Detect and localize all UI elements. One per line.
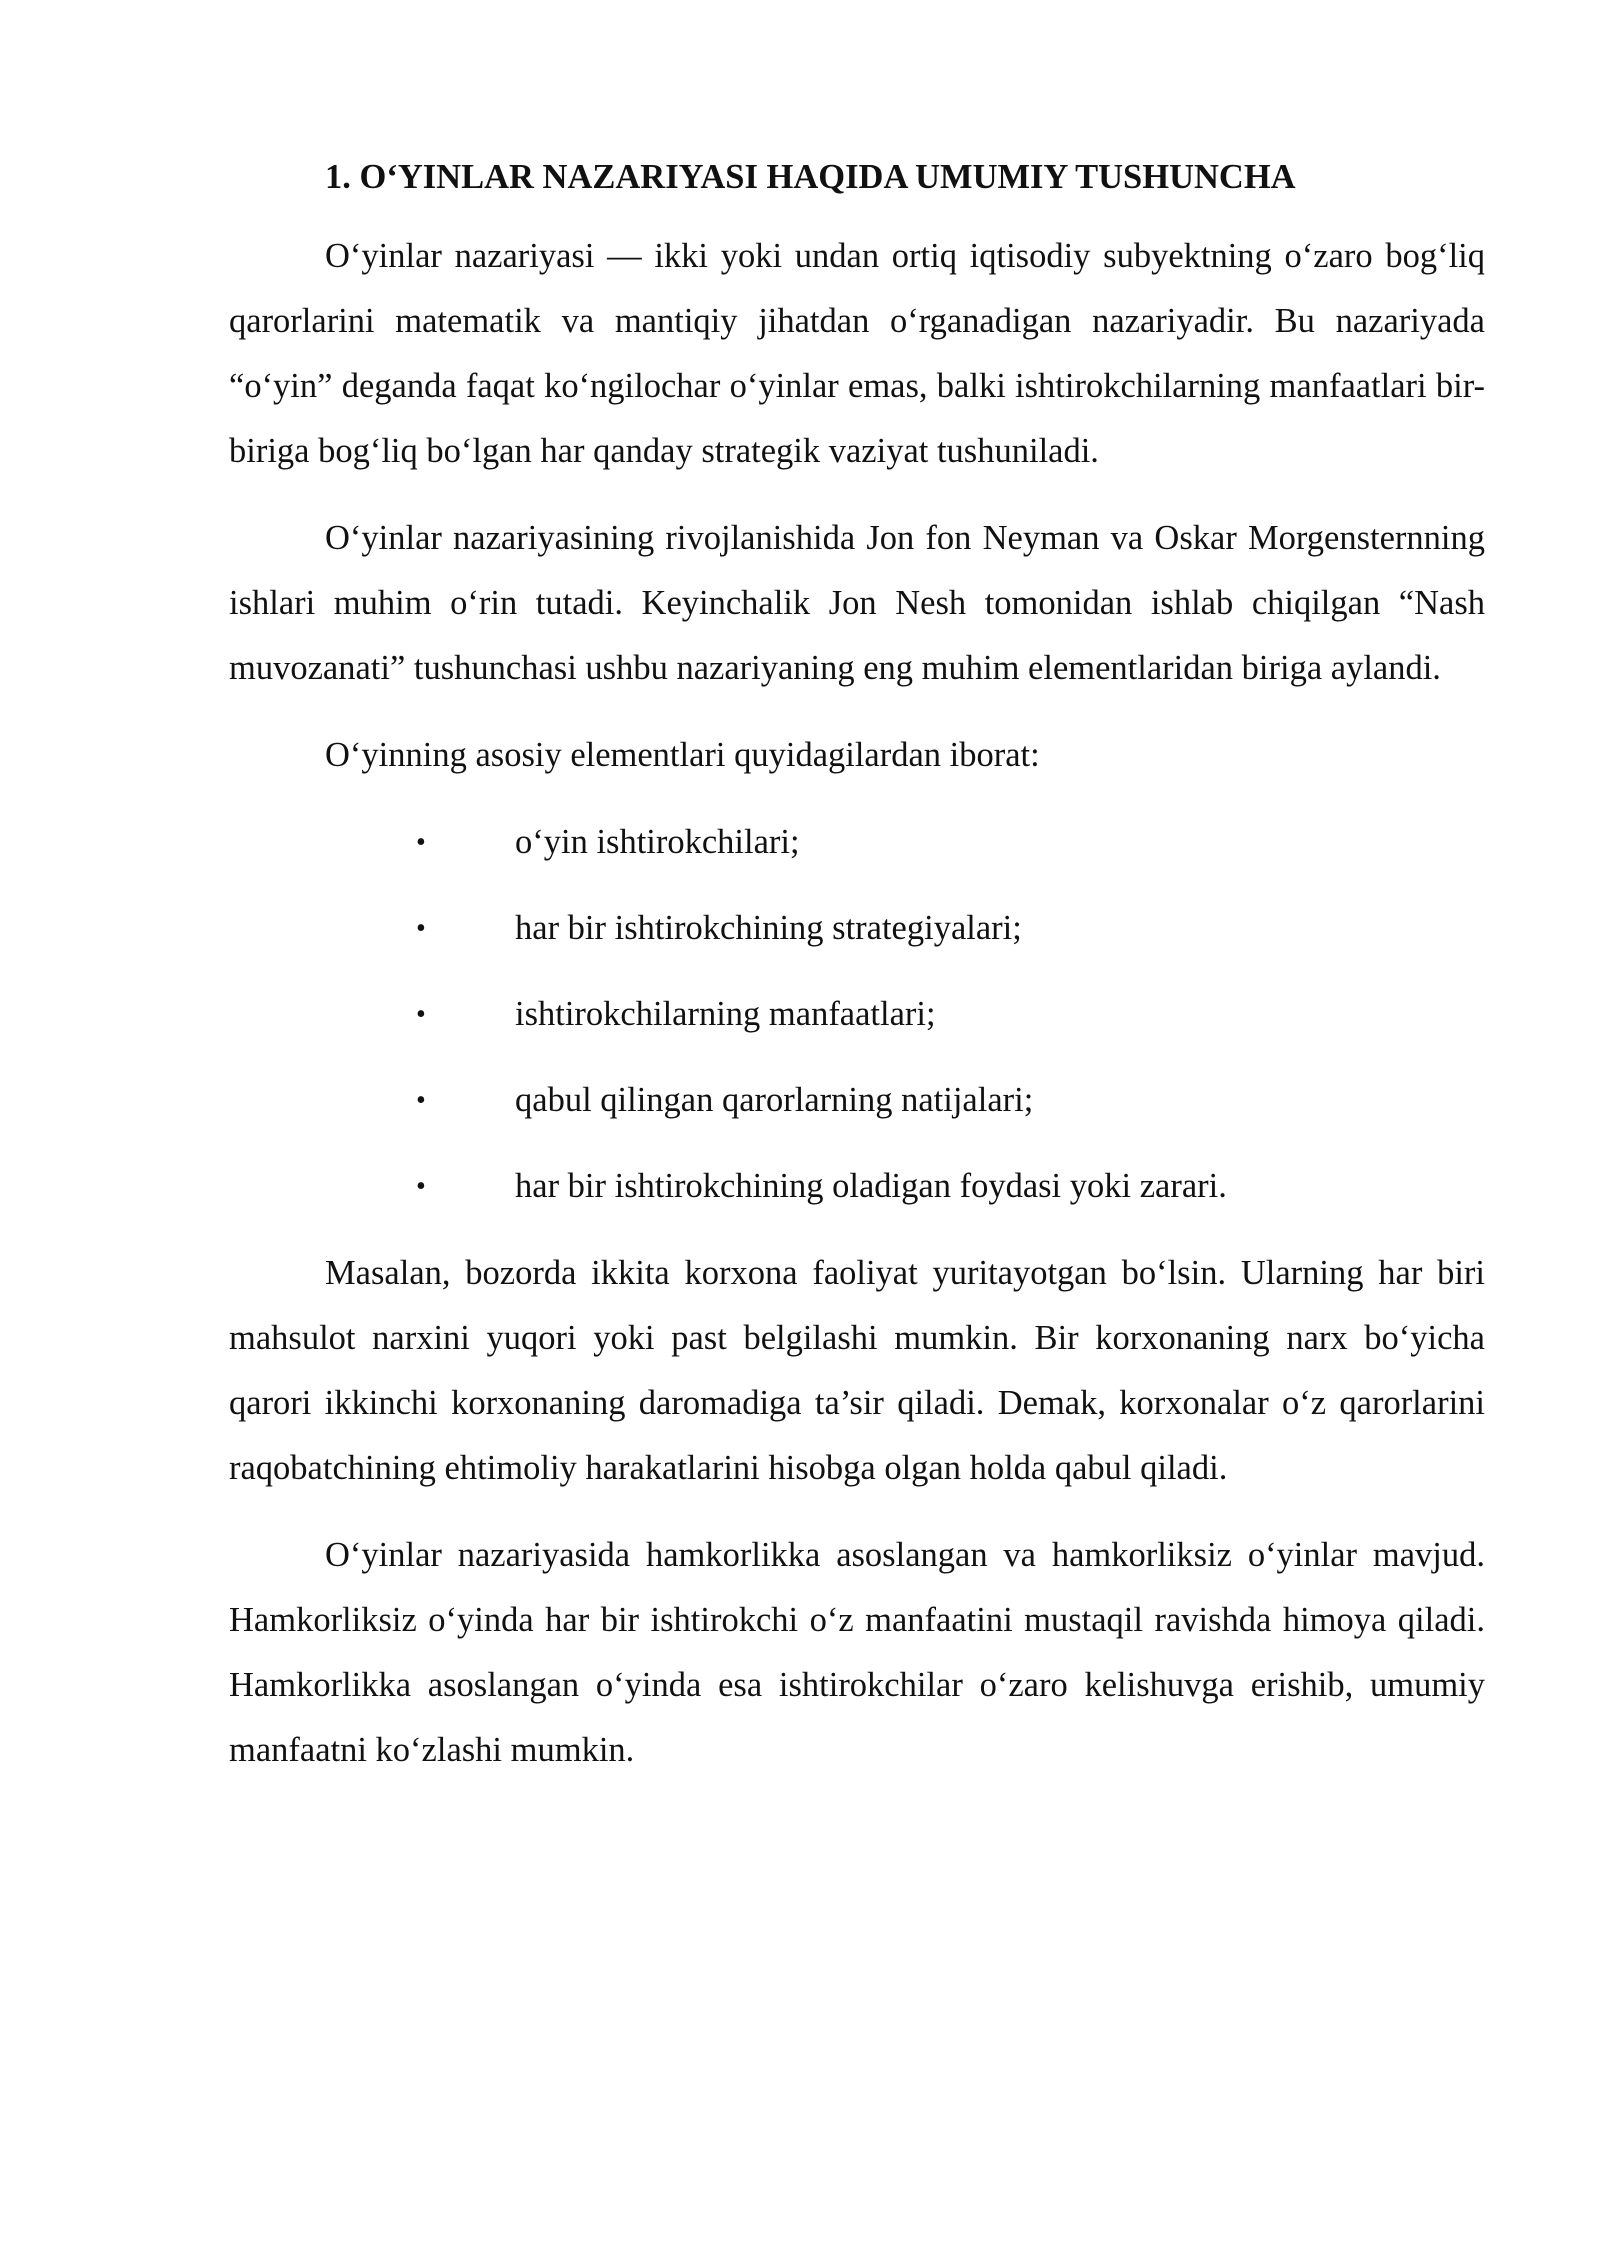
- document-body: [229, 152, 1485, 1805]
- list-item-text: o‘yin ishtirokchilari;: [515, 823, 800, 861]
- paragraph: O‘yinlar nazariyasi — ikki yoki undan ortiq iqtisodiy subyektning o‘zaro bog‘liq qarorlarini matematik va mantiqiy jihatdan o‘rganadigan nazariyadir. Bu nazariyada “o‘yin” deganda faqat ko‘ngilochar o‘yinlar emas, balki ishtirokchilarning manfaatlari bir-biriga bog‘liq bo‘lgan har qanday strategik vaziyat tushuniladi.: [229, 237, 1485, 470]
- list-item: [229, 1068, 1485, 1133]
- bullet-icon: •: [416, 913, 426, 944]
- paragraph: O‘yinning asosiy elementlari quyidagilardan iborat:: [325, 736, 1040, 774]
- list-item: [229, 1154, 1485, 1219]
- list-item-text: qabul qilingan qarorlarning natijalari;: [515, 1081, 1034, 1119]
- list-item: [229, 810, 1485, 875]
- paragraph: Masalan, bozorda ikkita korxona faoliyat yuritayotgan bo‘lsin. Ularning har biri mahsulot narxini yuqori yoki past belgilashi mumkin. Bir korxonaning narx bo‘yicha qarori ikkinchi korxonaning daromadiga ta’sir qiladi. Demak, korxonalar o‘z qarorlarini raqobatchining ehtimoliy harakatlarini hisobga olgan holda qabul qiladi.: [229, 1254, 1485, 1487]
- list-item: [229, 982, 1485, 1047]
- list-item-text: har bir ishtirokchining strategiyalari;: [515, 909, 1022, 947]
- list-item-text: har bir ishtirokchining oladigan foydasi yoki zarari.: [515, 1167, 1227, 1205]
- bullet-icon: •: [416, 999, 426, 1030]
- bullet-list: [229, 810, 1485, 1219]
- bullet-icon: •: [416, 827, 426, 858]
- bullet-icon: •: [416, 1085, 426, 1116]
- list-item: [229, 896, 1485, 961]
- paragraph: O‘yinlar nazariyasida hamkorlikka asoslangan va hamkorliksiz o‘yinlar mavjud. Hamkorliksiz o‘yinda har bir ishtirokchi o‘z manfaatini mustaqil ravishda himoya qiladi. Hamkorlikka asoslangan o‘yinda esa ishtirokchilar o‘zaro kelishuvga erishib, umumiy manfaatni ko‘zlashi mumkin.: [229, 1536, 1485, 1769]
- section-title: 1. O‘YINLAR NAZARIYASI HAQIDA UMUMIY TUSHUNCHA: [325, 158, 1296, 196]
- paragraph: O‘yinlar nazariyasining rivojlanishida Jon fon Neyman va Oskar Morgensternning ishlari muhim o‘rin tutadi. Keyinchalik Jon Nesh tomonidan ishlab chiqilgan “Nash muvozanati” tushunchasi ushbu nazariyaning eng muhim elementlaridan biriga aylandi.: [229, 519, 1485, 687]
- bullet-icon: •: [416, 1171, 426, 1202]
- list-item-text: ishtirokchilarning manfaatlari;: [515, 995, 936, 1033]
